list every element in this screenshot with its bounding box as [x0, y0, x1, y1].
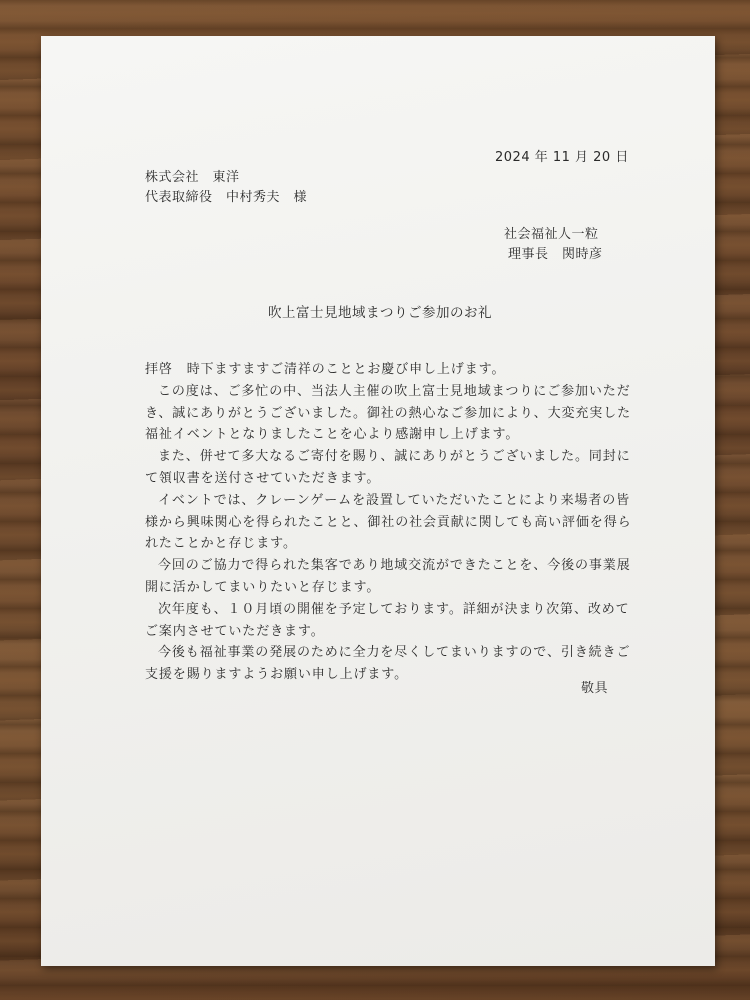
recipient-person: 代表取締役 中村秀夫 様 [145, 190, 308, 205]
body-line: 次年度も、１０月頃の開催を予定しております。詳細が決まり次第、改めて [158, 601, 630, 617]
body-line: この度は、ご多忙の中、当法人主催の吹上富士見地域まつりにご参加いただ [158, 383, 631, 399]
sender-person: 理事長 関時彦 [508, 247, 603, 262]
sender-organization: 社会福祉人一粒 [504, 227, 599, 242]
recipient-company: 株式会社 東洋 [145, 170, 240, 185]
body-line: 今後も福祉事業の発展のために全力を尽くしてまいりますので、引き続きご [158, 645, 631, 661]
letter-date: 2024 年 11 月 20 日 [495, 150, 629, 165]
body-line: 拝啓 時下ますますご清祥のこととお慶び申し上げます。 [145, 362, 506, 377]
body-line: 福祉イベントとなりましたことを心より感謝申し上げます。 [145, 427, 520, 443]
body-line: 今回のご協力で得られた集客であり地域交流ができたことを、今後の事業展 [158, 558, 631, 574]
body-line: 様から興味関心を得られたことと、御社の社会貢献に関しても高い評価を得ら [145, 514, 632, 530]
body-line: 支援を賜りますようお願い申し上げます。 [145, 667, 409, 683]
closing-phrase: 敬具 [581, 681, 609, 696]
body-line: き、誠にありがとうございました。御社の熱心なご参加により、大変充実した [145, 405, 631, 421]
letter-subject: 吹上富士見地域まつりご参加のお礼 [268, 305, 492, 321]
body-line: また、併せて多大なるご寄付を賜り、誠にありがとうございました。同封に [158, 449, 631, 465]
letter-paper [41, 36, 715, 966]
body-line: れたことかと存じます。 [145, 536, 297, 552]
letter-body [145, 359, 632, 686]
body-line: 開に活かしてまいりたいと存じます。 [145, 579, 381, 595]
body-line: て領収書を送付させていただきます。 [145, 470, 381, 486]
body-line: イベントでは、クレーンゲームを設置していただいたことにより来場者の皆 [158, 492, 631, 508]
body-line: ご案内させていただきます。 [145, 623, 325, 639]
